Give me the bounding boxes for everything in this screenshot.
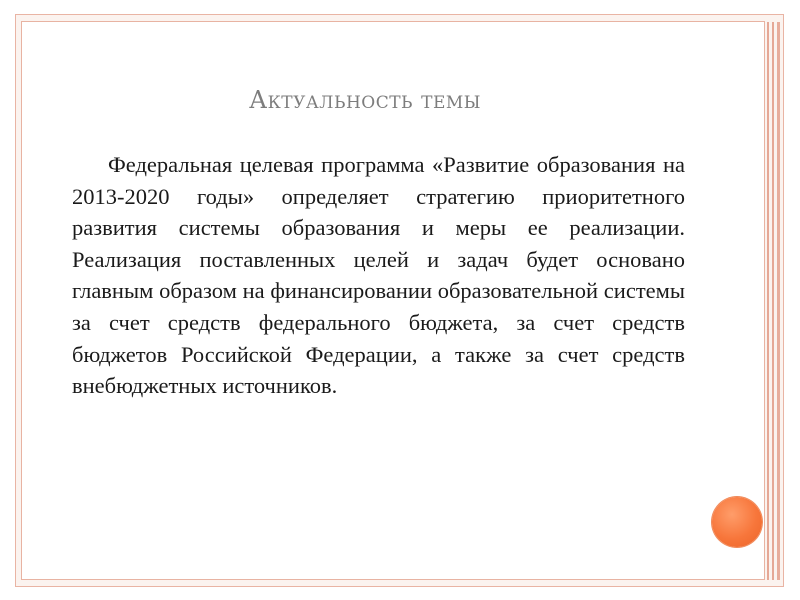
slide-title: Актуальность темы — [248, 86, 482, 114]
slide-body-paragraph: Федеральная целевая программа «Развитие образования на 2013-2020 годы» определяет стратегию приоритетного развития системы образования и меры ее реализации. Реализация поставленных целей и задач будет основано главным образом на финансировании образовательной системы за счет средств федерального бюджета, за счет средств бюджетов Российской Федерации, а также за счет средств внебюджетных источников. — [72, 152, 685, 399]
decor-stripe — [767, 22, 769, 580]
decor-stripe — [772, 22, 774, 580]
decorative-circle-icon — [712, 497, 762, 547]
decor-stripe — [777, 22, 780, 580]
